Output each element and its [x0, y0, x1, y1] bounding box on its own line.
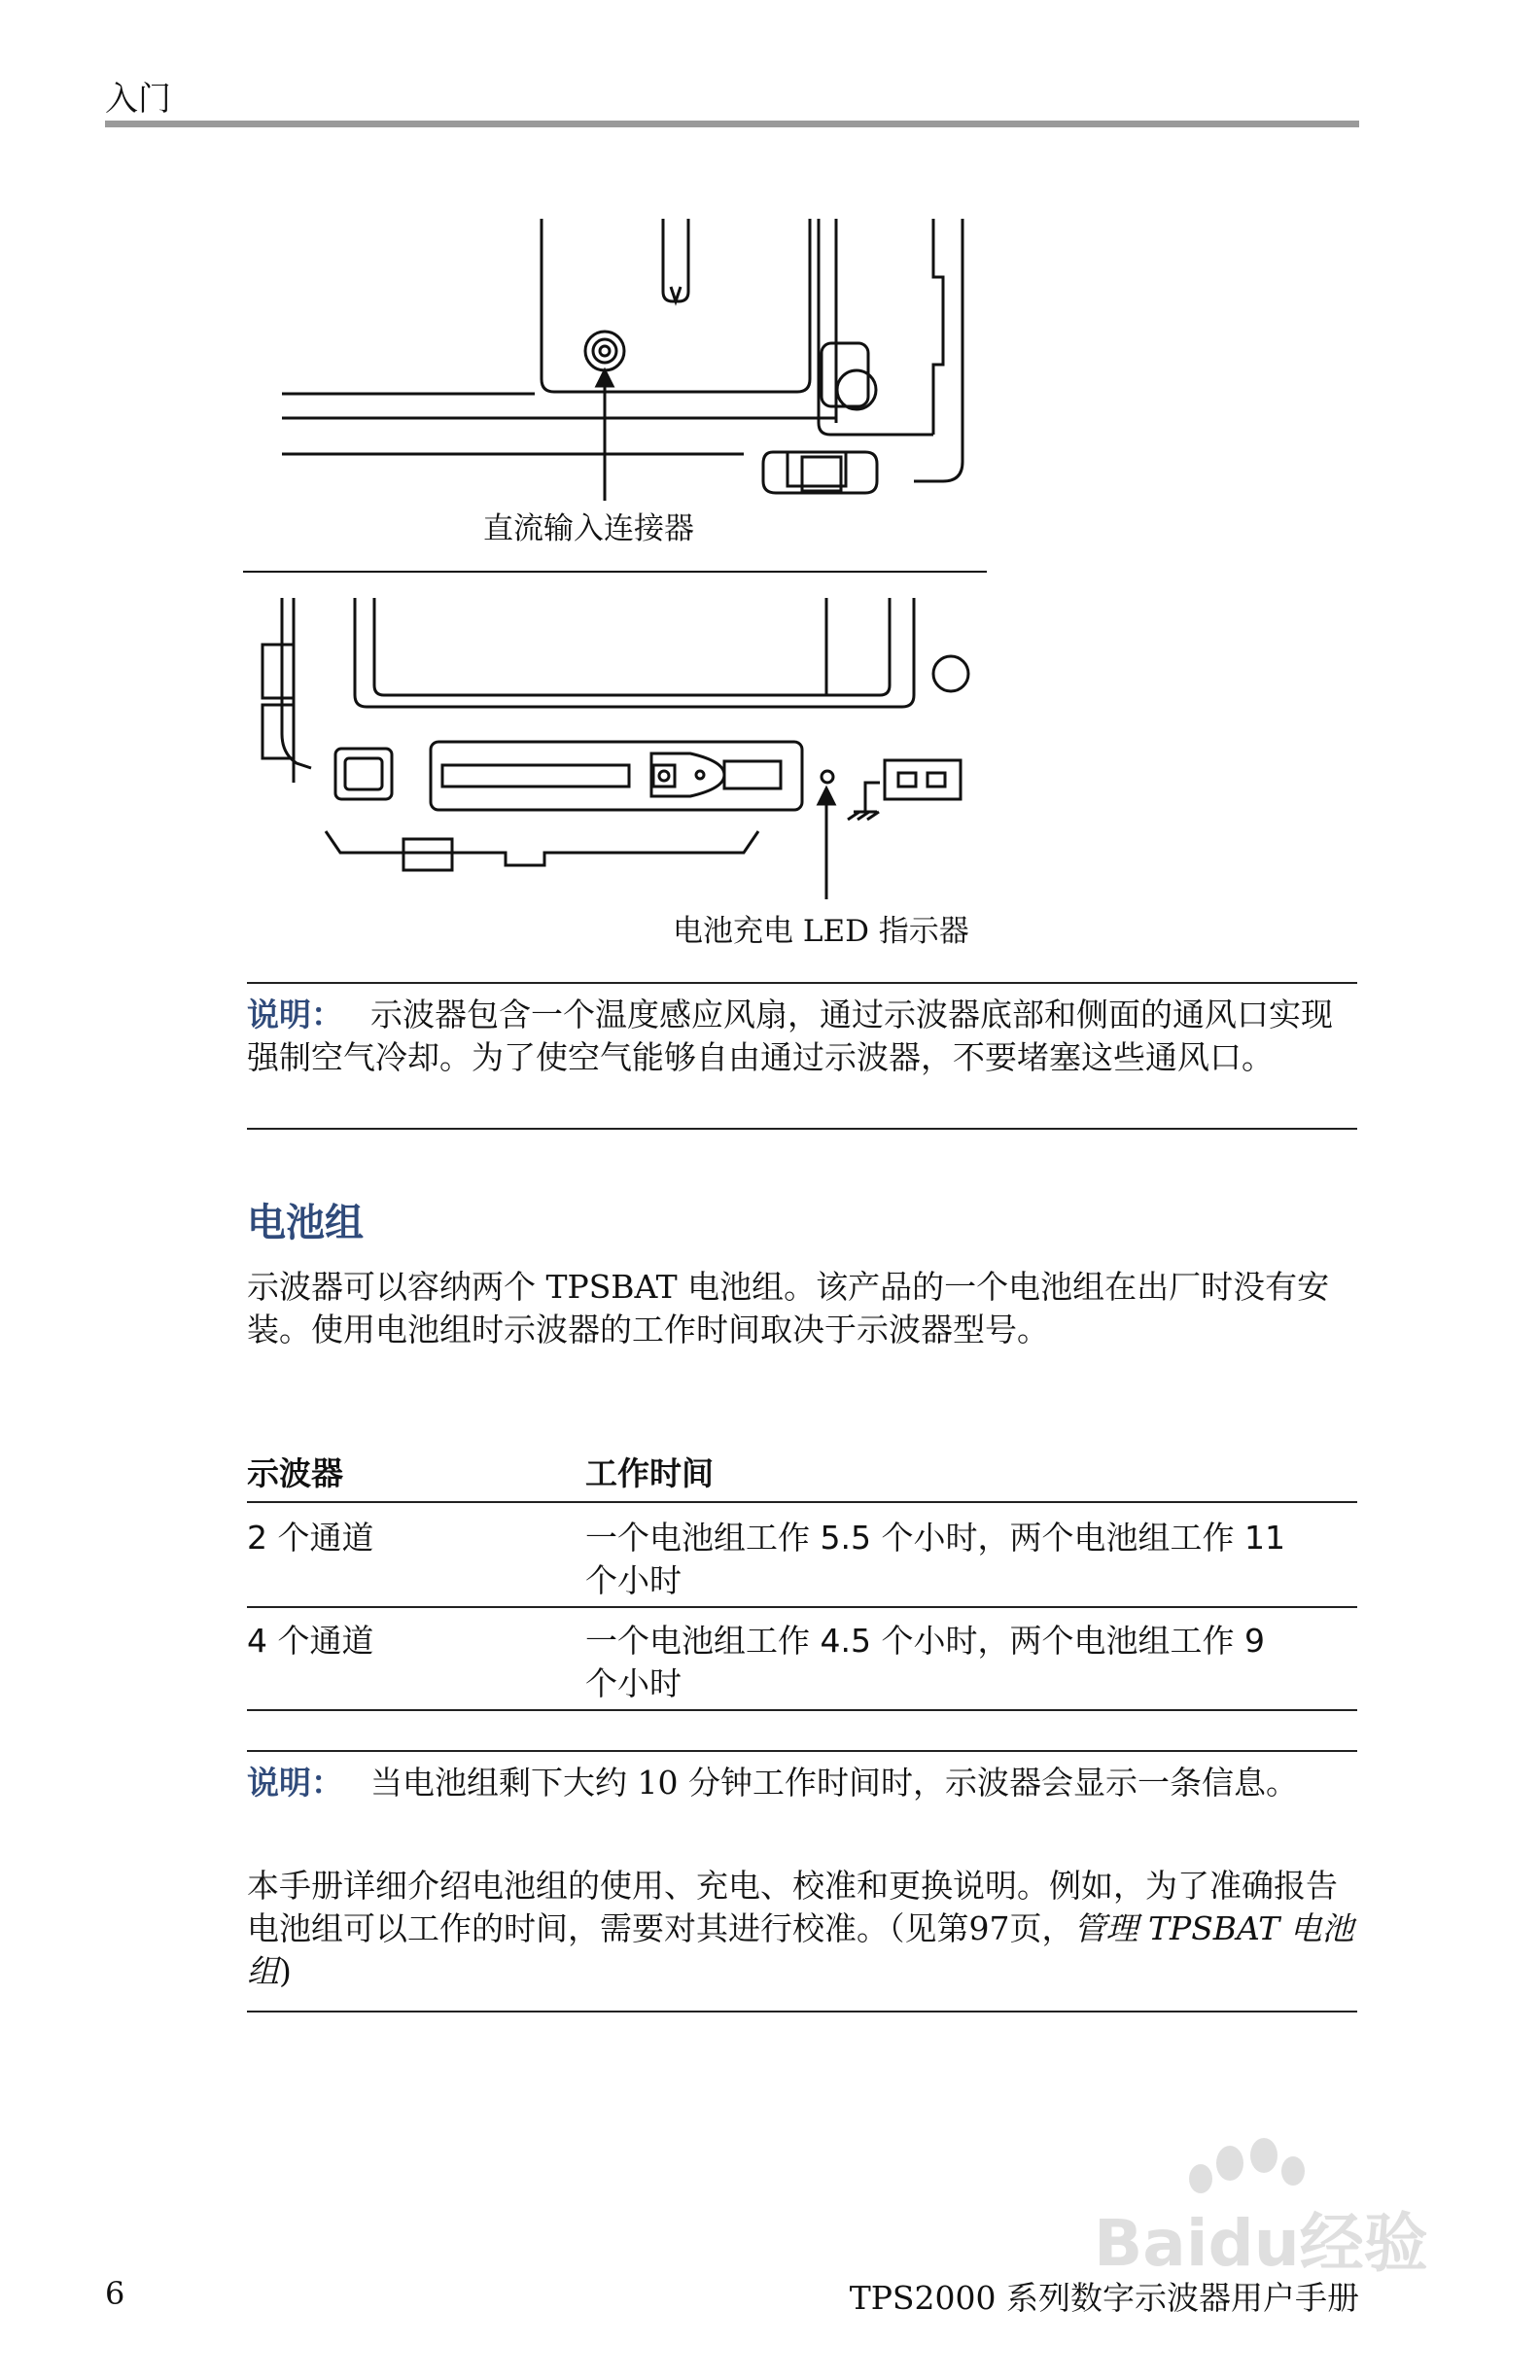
table-row-rule	[247, 1709, 1357, 1711]
watermark-text: Baidu经验	[1094, 2206, 1428, 2281]
table-header-scope: 示波器	[247, 1454, 343, 1492]
manual-reference-paragraph	[247, 1865, 1357, 1993]
table-row-rule	[247, 1606, 1357, 1608]
note-label: 说明：	[247, 996, 343, 1033]
table-cell-scope: 4 个通道	[247, 1622, 374, 1660]
battery-intro-paragraph: 示波器可以容纳两个 TPSBAT 电池组。该产品的一个电池组在出厂时没有安装。使用电池组时示波器的工作时间取决于示波器型号。	[247, 1268, 1330, 1348]
top-view-drawing	[282, 219, 962, 501]
note-rule-top	[247, 1750, 1357, 1752]
note-text: 当电池组剩下大约 10 分钟工作时间时，示波器会显示一条信息。	[370, 1764, 1298, 1802]
note-rule-top	[247, 982, 1357, 984]
battery-charge-led-label: 电池充电 LED 指示器	[673, 914, 969, 949]
oscilloscope-diagram	[243, 209, 1021, 967]
table-header-runtime: 工作时间	[585, 1454, 714, 1492]
dc-input-connector-label: 直流输入连接器	[483, 511, 694, 546]
running-head: 入门	[105, 80, 171, 119]
note-text: 示波器包含一个温度感应风扇，通过示波器底部和侧面的通风口实现强制空气冷却。为了使空气能够自由通过示波器，不要堵塞这些通风口。	[247, 996, 1333, 1076]
low-battery-note	[247, 1762, 1357, 1804]
cross-reference-link[interactable]: 管理 TPSBAT 电池组	[247, 1909, 1354, 1990]
note-rule-bottom	[247, 2011, 1357, 2012]
note-label: 说明：	[247, 1764, 343, 1802]
header-rule	[105, 121, 1359, 127]
note-rule-bottom	[247, 1128, 1357, 1130]
table-cell-scope: 2 个通道	[247, 1519, 374, 1557]
manual-close: )	[279, 1952, 292, 1990]
table-cell-runtime: 一个电池组工作 5.5 个小时，两个电池组工作 11 个小时	[585, 1519, 1285, 1599]
page-number: 6	[105, 2275, 125, 2312]
section-heading: 电池组	[247, 1201, 364, 1245]
ventilation-note	[247, 994, 1357, 1079]
table-header-rule	[247, 1501, 1357, 1503]
manual-text: 本手册详细介绍电池组的使用、充电、校准和更换说明。例如，为了准确报告电池组可以工作的时间，需要对其进行校准。（见第97页，	[247, 1867, 1338, 1947]
watermark-logo	[1084, 2134, 1428, 2281]
footer-title: TPS2000 系列数字示波器用户手册	[849, 2279, 1359, 2317]
front-view-drawing	[262, 598, 968, 899]
table-cell-runtime: 一个电池组工作 4.5 个小时，两个电池组工作 9 个小时	[585, 1622, 1265, 1702]
